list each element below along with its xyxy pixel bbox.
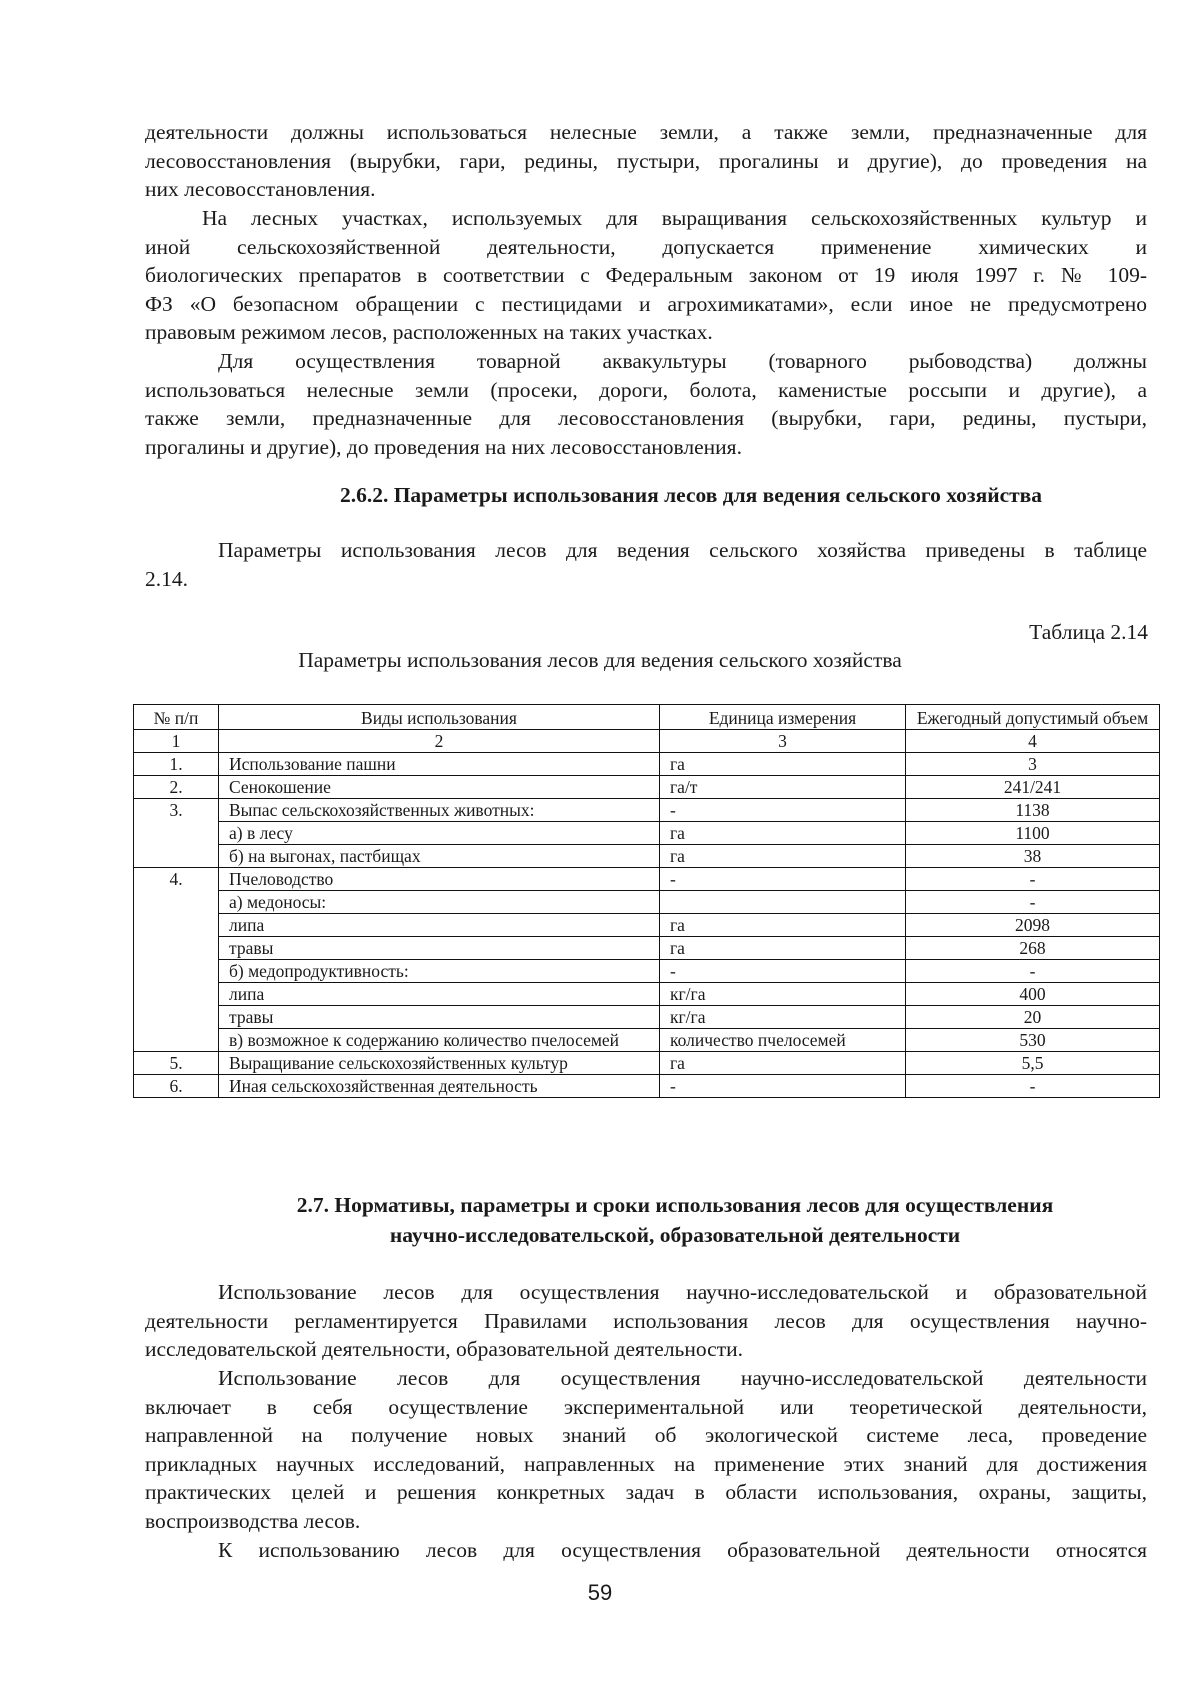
cell-num — [134, 891, 219, 914]
text-line: деятельности должны использоваться нелесные земли, а также земли, предназначенные для — [145, 120, 1147, 144]
cell-name: Сенокошение — [219, 776, 660, 799]
text-line: практических целей и решения конкретных задач в области использования, охраны, защиты, — [145, 1480, 1147, 1505]
paragraph-4 — [145, 536, 1147, 593]
cell-value: - — [906, 891, 1160, 914]
cell-num — [134, 937, 219, 960]
table-row — [134, 937, 1160, 960]
cell-num — [134, 983, 219, 1006]
cell-num — [134, 1006, 219, 1029]
colnum-cell: 3 — [660, 730, 906, 753]
text-line: прогалины и другие), до проведения на них лесовосстановления. — [145, 434, 742, 459]
cell-num — [134, 822, 219, 845]
text-line: направленной на получение новых знаний об экологической системе леса, проведение — [145, 1423, 1147, 1448]
table-row — [134, 776, 1160, 799]
cell-unit: кг/га — [660, 983, 906, 1006]
text-line: включает в себя осуществление экспериментальной или теоретической деятельности, — [145, 1394, 1147, 1419]
table-row — [134, 914, 1160, 937]
cell-value: - — [906, 868, 1160, 891]
cell-name: липа — [219, 983, 660, 1006]
cell-unit: га — [660, 937, 906, 960]
cell-unit: - — [660, 799, 906, 822]
cell-name: а) в лесу — [219, 822, 660, 845]
cell-name: травы — [219, 1006, 660, 1029]
table-row — [134, 822, 1160, 845]
cell-value: 1100 — [906, 822, 1160, 845]
table-row — [134, 868, 1160, 891]
text-line: Для осуществления товарной аквакультуры (товарного рыбоводства) должны — [218, 349, 1147, 373]
cell-value: 2098 — [906, 914, 1160, 937]
table-row — [134, 983, 1160, 1006]
cell-name: Выпас сельскохозяйственных животных: — [219, 799, 660, 822]
text-line: них лесовосстановления. — [145, 177, 376, 202]
header-num: № п/п — [134, 705, 219, 730]
table-row — [134, 799, 1160, 822]
cell-name: а) медоносы: — [219, 891, 660, 914]
cell-num — [134, 960, 219, 983]
cell-unit: - — [660, 1075, 906, 1098]
text-line: лесовосстановления (вырубки, гари, редины, пустыри, прогалины и другие), до проведения на — [145, 148, 1147, 173]
cell-unit: га — [660, 914, 906, 937]
cell-value: 5,5 — [906, 1052, 1160, 1075]
text-line: ФЗ «О безопасном обращении с пестицидами и агрохимикатами», если иное не предусмотрено — [145, 291, 1147, 316]
cell-unit: - — [660, 868, 906, 891]
table-row — [134, 960, 1160, 983]
cell-unit: га — [660, 753, 906, 776]
cell-unit: га/т — [660, 776, 906, 799]
cell-name: Использование пашни — [219, 753, 660, 776]
text-line: Использование лесов для осуществления научно-исследовательской деятельности — [218, 1366, 1147, 1390]
colnum-cell: 1 — [134, 730, 219, 753]
text-line: Использование лесов для осуществления научно-исследовательской и образовательной — [218, 1280, 1147, 1304]
cell-unit: га — [660, 1052, 906, 1075]
cell-num: 2. — [134, 776, 219, 799]
paragraph-2 — [145, 204, 1147, 347]
cell-value: 400 — [906, 983, 1160, 1006]
paragraph-5 — [145, 1278, 1147, 1364]
cell-value: - — [906, 1075, 1160, 1098]
cell-num: 4. — [134, 868, 219, 891]
cell-unit: - — [660, 960, 906, 983]
cell-unit: количество пчелосемей — [660, 1029, 906, 1052]
cell-name: в) возможное к содержанию количество пчелосемей — [219, 1029, 660, 1052]
table-title: Параметры использования лесов для ведения сельского хозяйства — [298, 648, 902, 672]
header-type: Виды использования — [219, 705, 660, 730]
text-line: деятельности регламентируется Правилами использования лесов для осуществления научно- — [145, 1308, 1147, 1333]
colnum-cell: 2 — [219, 730, 660, 753]
table-row — [134, 845, 1160, 868]
cell-unit: га — [660, 845, 906, 868]
cell-unit — [660, 891, 906, 914]
text-line: правовым режимом лесов, расположенных на таких участках. — [145, 320, 713, 345]
cell-num: 5. — [134, 1052, 219, 1075]
table-colnum-row — [134, 730, 1160, 753]
table-row — [134, 1052, 1160, 1075]
cell-name: б) медопродуктивность: — [219, 960, 660, 983]
paragraph-3 — [145, 347, 1147, 461]
parameters-table — [133, 704, 1160, 1098]
cell-num — [134, 914, 219, 937]
text-line: иной сельскохозяйственной деятельности, допускается применение химических и — [145, 234, 1147, 259]
table-row — [134, 1075, 1160, 1098]
table-label: Таблица 2.14 — [1029, 620, 1148, 644]
paragraph-1 — [145, 118, 1147, 204]
cell-num: 1. — [134, 753, 219, 776]
cell-name: липа — [219, 914, 660, 937]
cell-name: Пчеловодство — [219, 868, 660, 891]
cell-unit: кг/га — [660, 1006, 906, 1029]
heading-line: научно-исследовательской, образовательной деятельности — [389, 1223, 961, 1247]
text-line: воспроизводства лесов. — [145, 1508, 361, 1533]
cell-num: 6. — [134, 1075, 219, 1098]
cell-num — [134, 1029, 219, 1052]
text-line: исследовательской деятельности, образовательной деятельности. — [145, 1337, 743, 1362]
cell-value: 530 — [906, 1029, 1160, 1052]
cell-value: 1138 — [906, 799, 1160, 822]
cell-name: б) на выгонах, пастбищах — [219, 845, 660, 868]
paragraph-6 — [145, 1364, 1147, 1536]
colnum-cell: 4 — [906, 730, 1160, 753]
page-number: 59 — [587, 1580, 613, 1605]
table-row — [134, 891, 1160, 914]
cell-name: Иная сельскохозяйственная деятельность — [219, 1075, 660, 1098]
header-unit: Единица измерения — [660, 705, 906, 730]
cell-unit: га — [660, 822, 906, 845]
table-row — [134, 1029, 1160, 1052]
section-heading-2-6-2: 2.6.2. Параметры использования лесов для ведения сельского хозяйства — [339, 483, 1043, 507]
table-row — [134, 753, 1160, 776]
cell-name: травы — [219, 937, 660, 960]
heading-line: 2.7. Нормативы, параметры и сроки использования лесов для осуществления — [296, 1193, 1054, 1217]
text-line: Параметры использования лесов для ведения сельского хозяйства приведены в таблице — [218, 538, 1147, 562]
paragraph-7 — [145, 1536, 1147, 1565]
cell-name: Выращивание сельскохозяйственных культур — [219, 1052, 660, 1075]
text-line: 2.14. — [145, 566, 188, 591]
cell-num: 3. — [134, 799, 219, 822]
cell-value: - — [906, 960, 1160, 983]
cell-value: 268 — [906, 937, 1160, 960]
cell-value: 38 — [906, 845, 1160, 868]
cell-value: 20 — [906, 1006, 1160, 1029]
cell-value: 3 — [906, 753, 1160, 776]
text-line: прикладных научных исследований, направленных на применение этих знаний для достижения — [145, 1451, 1147, 1476]
text-line: К использованию лесов для осуществления образовательной деятельности относятся — [218, 1538, 1147, 1562]
text-line: биологических препаратов в соответствии с Федеральным законом от 19 июля 1997 г. № 109- — [145, 263, 1147, 288]
cell-num — [134, 845, 219, 868]
section-heading-2-7 — [150, 1190, 1200, 1250]
text-line: На лесных участках, используемых для выращивания сельскохозяйственных культур и — [202, 206, 1147, 230]
table-row — [134, 1006, 1160, 1029]
text-line: также земли, предназначенные для лесовосстановления (вырубки, гари, редины, пустыри, — [145, 406, 1147, 431]
header-volume: Ежегодный допустимый объем — [906, 705, 1160, 730]
cell-value: 241/241 — [906, 776, 1160, 799]
table-header-row — [134, 705, 1160, 730]
text-line: использоваться нелесные земли (просеки, дороги, болота, каменистые россыпи и другие), а — [145, 377, 1147, 402]
